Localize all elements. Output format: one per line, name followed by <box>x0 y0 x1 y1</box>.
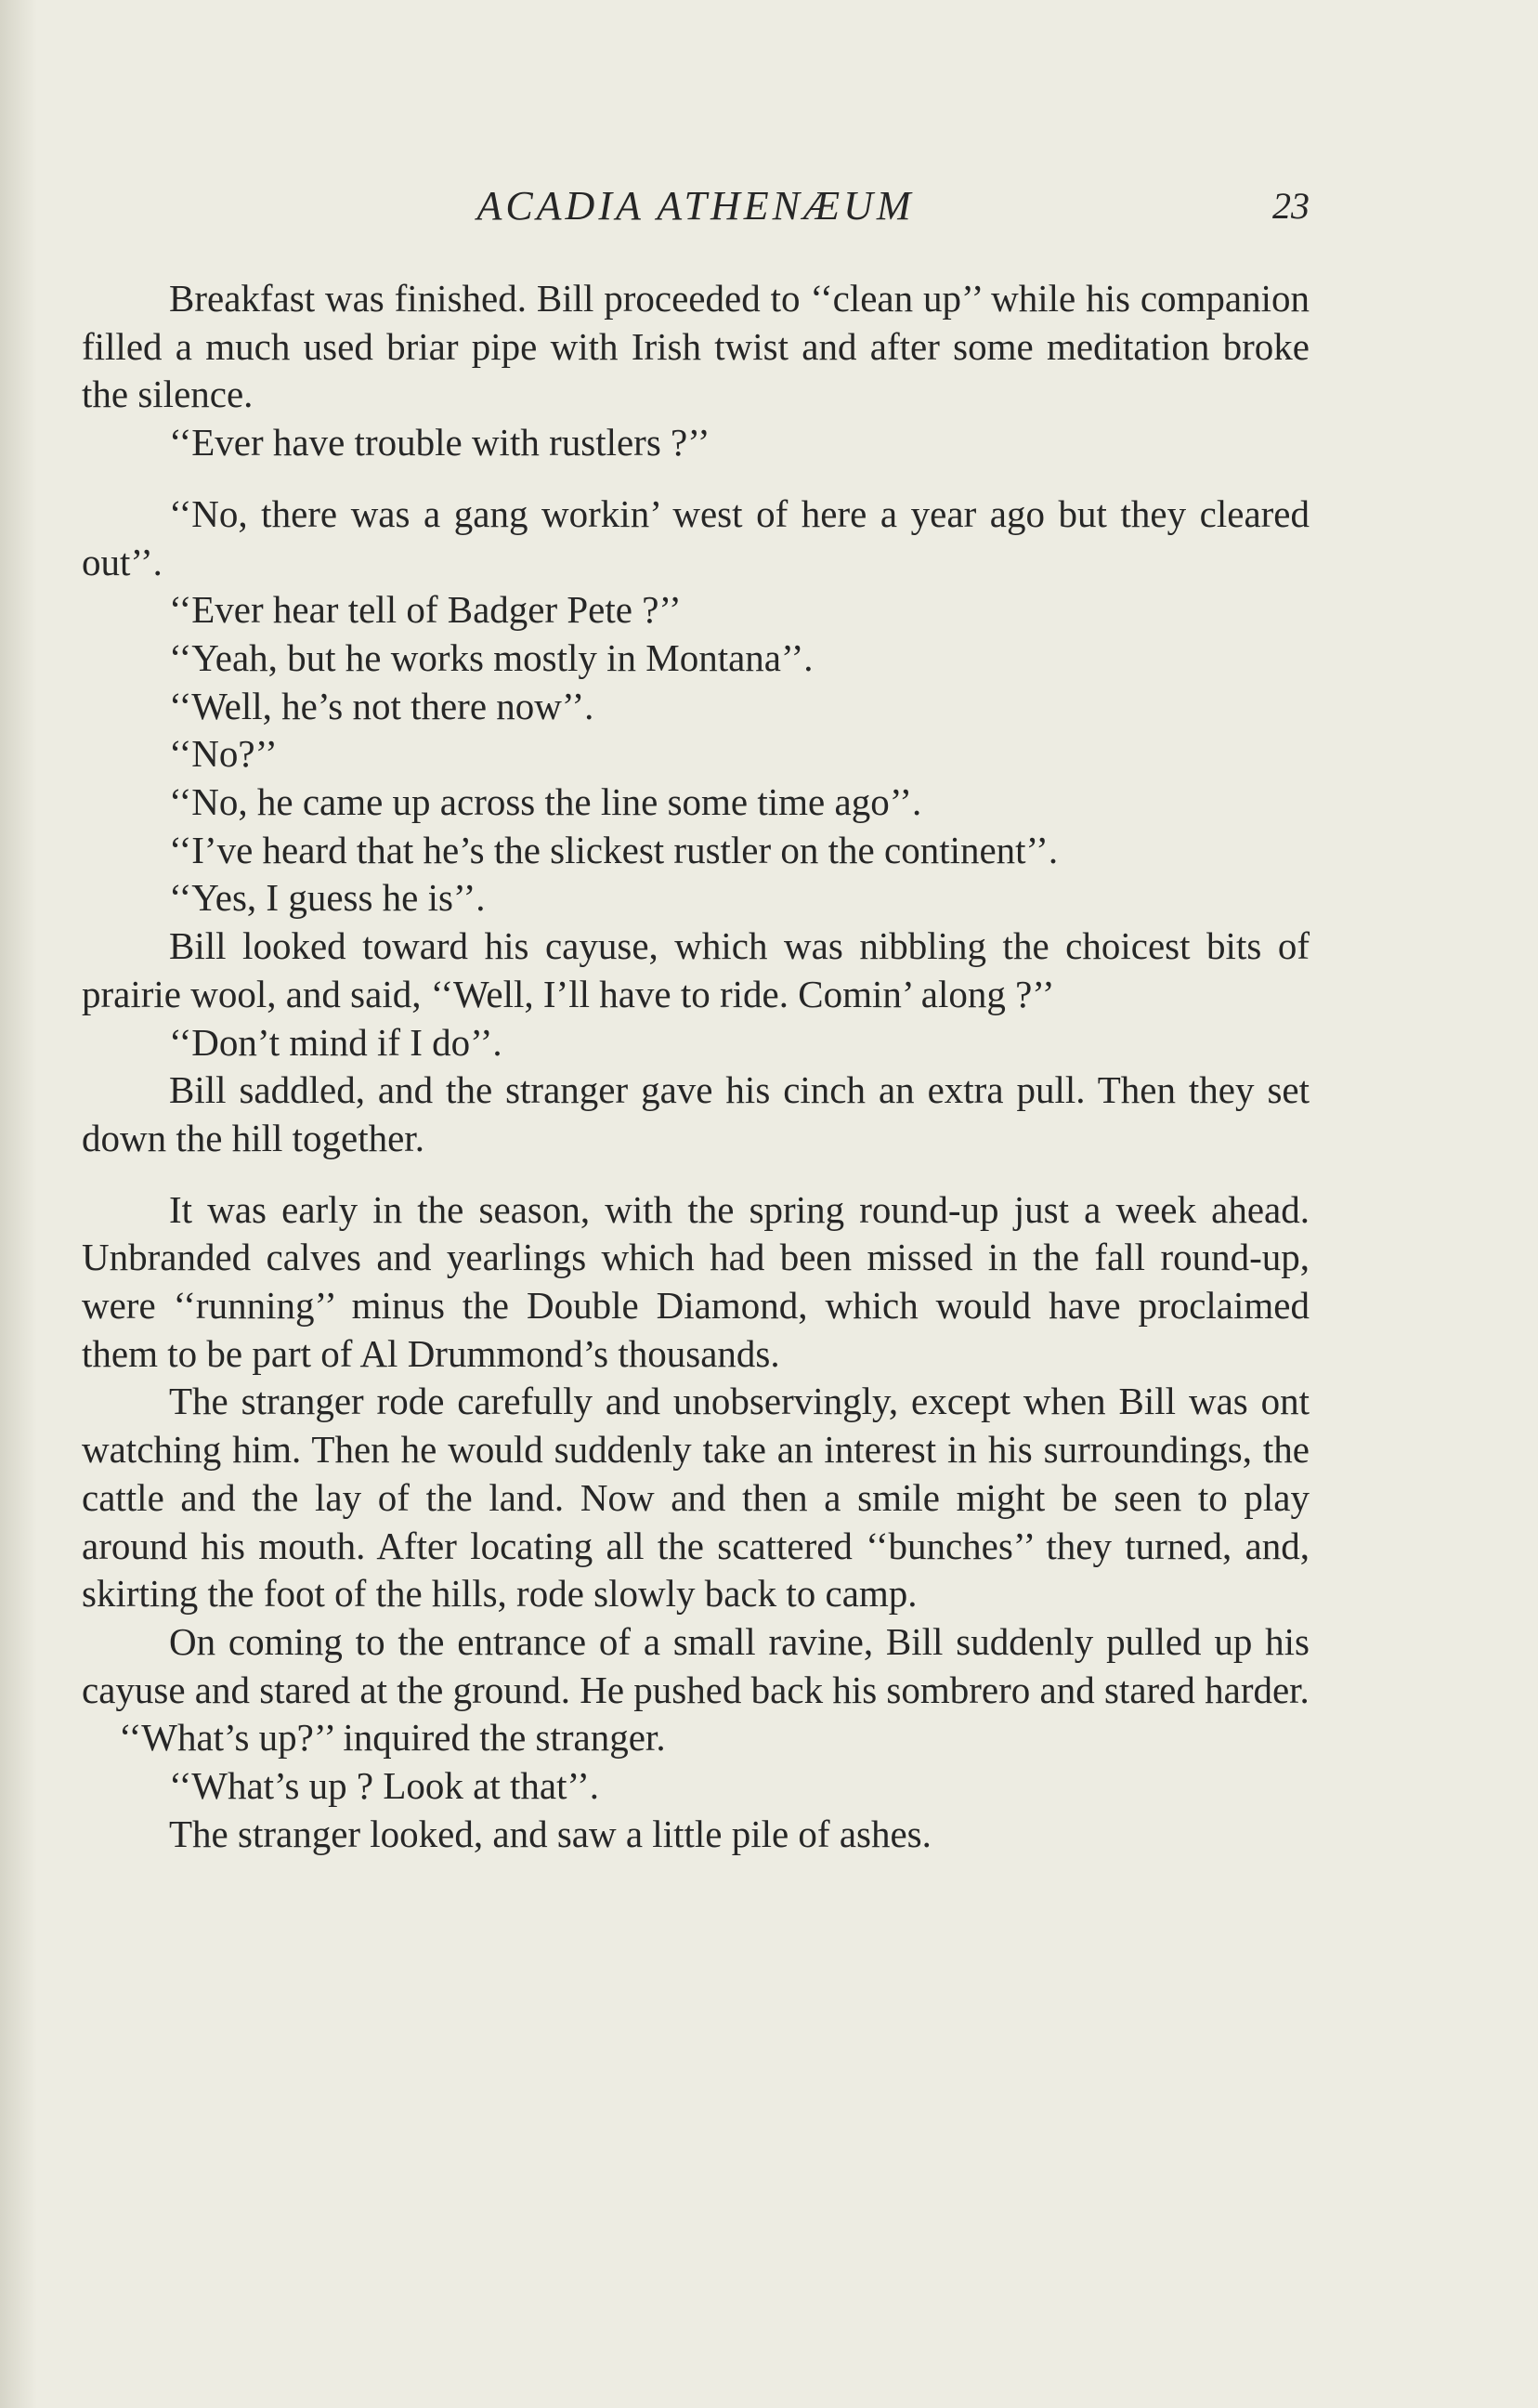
paragraph: ‘‘Well, he’s not there now’’. <box>169 684 594 727</box>
paragraph: ‘‘Ever have trouble with rustlers ?’’ <box>169 421 710 465</box>
paragraph: ‘‘Yes, I guess he is’’. <box>169 876 486 920</box>
paragraph: ‘‘What’s up ? Look at that’’. <box>169 1764 599 1808</box>
paragraph: ‘‘What’s up?’’ inquired the stranger. <box>119 1716 666 1760</box>
page-header <box>82 182 1310 234</box>
paragraph: On coming to the entrance of a small ravine, Bill suddenly pulled up his cayuse and stared at the ground. He pushed back his sombrero and stared harder. <box>82 1619 1310 1711</box>
story-text <box>82 275 1310 1859</box>
paragraph: ‘‘Don’t mind if I do’’. <box>169 1020 502 1064</box>
paragraph: It was early in the season, with the spring round-up just a week ahead. Unbranded calves and yearlings which had been missed in the fall round-up, were ‘‘running’’ minus the Double Diamond, which would have proclaimed them to be part of Al Drummond’s thousands. <box>82 1187 1310 1375</box>
page-number: 23 <box>1272 185 1310 227</box>
paragraph: The stranger rode carefully and unobservingly, except when Bill was ont watching him. Then he would suddenly take an interest in his surroundings, the cattle and the lay of the land. Now and then a smile might be seen to play around his mouth. After locating all the scattered ‘‘bunches’’ they turned, and, skirting the foot of the hills, rode slowly back to camp. <box>82 1380 1310 1616</box>
paragraph: ‘‘No?’’ <box>169 732 278 776</box>
paragraph: Bill saddled, and the stranger gave his cinch an extra pull. Then they set down the hill together. <box>82 1068 1310 1159</box>
paragraph: ‘‘I’ve heard that he’s the slickest rustler on the continent’’. <box>169 828 1059 871</box>
paragraph: ‘‘No, he came up across the line some time ago’’. <box>169 780 922 824</box>
paragraph: Breakfast was finished. Bill proceeded to ‘‘clean up’’ while his companion filled a much used briar pipe with Irish twist and after some meditation broke the silence. <box>82 277 1310 416</box>
paragraph: ‘‘Yeah, but he works mostly in Montana’’. <box>169 635 814 679</box>
paragraph: Bill looked toward his cayuse, which was nibbling the choicest bits of prairie wool, and said, ‘‘Well, I’ll have to ride. Comin’ along ?’’ <box>82 924 1310 1015</box>
paragraph: ‘‘No, there was a gang workin’ west of here a year ago but they cleared out’’. <box>82 491 1310 583</box>
paragraph: The stranger looked, and saw a little pile of ashes. <box>169 1812 932 1855</box>
paragraph: ‘‘Ever hear tell of Badger Pete ?’’ <box>169 588 682 632</box>
running-title: ACADIA ATHENÆUM <box>476 183 915 229</box>
